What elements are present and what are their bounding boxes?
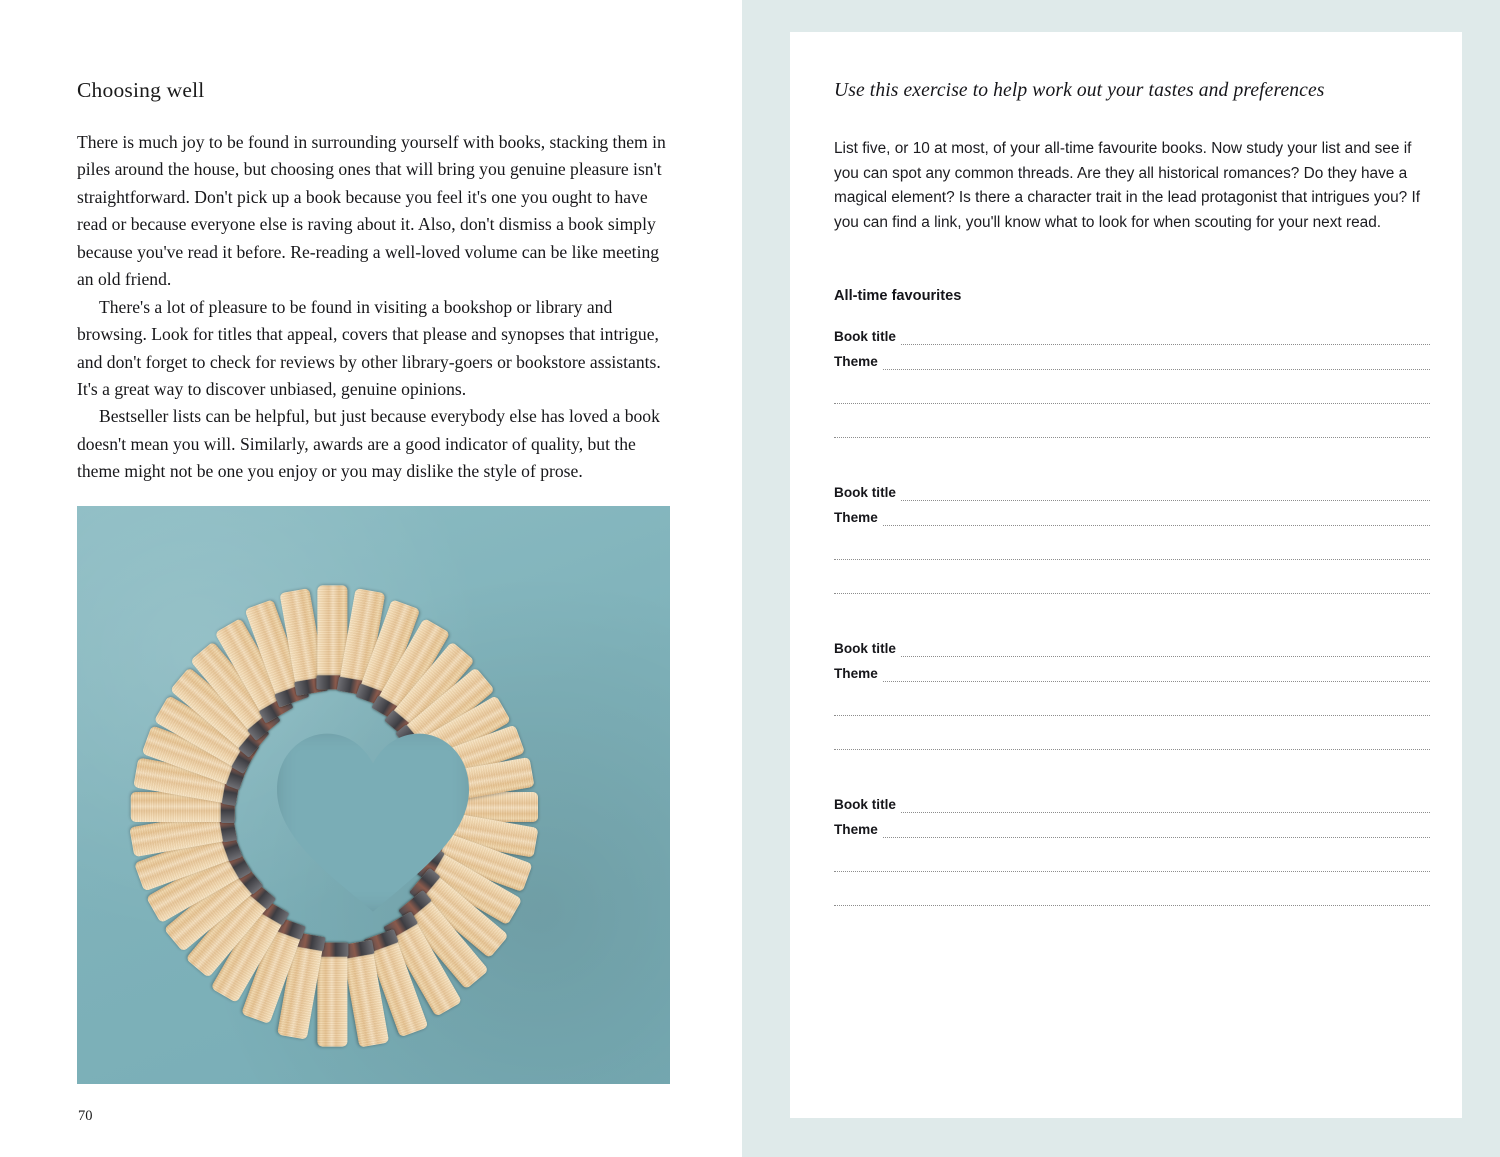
favourite-entry xyxy=(834,632,1430,750)
favourite-entry xyxy=(834,476,1430,594)
left-page xyxy=(0,0,742,1157)
blank-line-row[interactable] xyxy=(834,716,1430,750)
blank-line-row[interactable] xyxy=(834,370,1430,404)
book-title-row[interactable] xyxy=(834,476,1430,501)
book-title-row[interactable] xyxy=(834,320,1430,345)
book-title-label: Book title xyxy=(834,484,896,500)
exercise-title: Use this exercise to help work out your tastes and preferences xyxy=(834,80,1325,101)
blank-line-input[interactable] xyxy=(834,547,1430,560)
blank-line-input[interactable] xyxy=(834,859,1430,872)
section-heading: All-time favourites xyxy=(834,287,962,304)
heart-books-photo xyxy=(77,506,670,1084)
blank-line-input[interactable] xyxy=(834,391,1430,404)
right-page xyxy=(742,0,1500,1157)
page-number: 70 xyxy=(78,1108,93,1124)
paragraph-2: There's a lot of pleasure to be found in visiting a bookshop or library and browsing. Look for titles that appeal, covers that please and synopses that intrigue, and don't forget to check for reviews by other library-goers or bookstore assistants. It's a great way to discover unbiased, genuine opinions. xyxy=(77,296,661,399)
theme-label: Theme xyxy=(834,821,878,837)
book-title-input[interactable] xyxy=(901,644,1430,657)
blank-line-input[interactable] xyxy=(834,703,1430,716)
exercise-instructions: List five, or 10 at most, of your all-time favourite books. Now study your list and see if you can spot any common threads. Are they all historical romances? Do they have a magical element? Is there a character trait in the lead protagonist that intrigues you? If you can find a link, you'll know what to look for when scouting for your next read. xyxy=(834,140,1421,231)
theme-input[interactable] xyxy=(883,825,1430,838)
blank-line-input[interactable] xyxy=(834,581,1430,594)
theme-label: Theme xyxy=(834,509,878,525)
theme-row[interactable] xyxy=(834,501,1430,526)
body-copy xyxy=(77,129,669,486)
book-title-label: Book title xyxy=(834,328,896,344)
blank-line-row[interactable] xyxy=(834,872,1430,906)
theme-row[interactable] xyxy=(834,657,1430,682)
left-page-text-block xyxy=(77,78,669,486)
theme-row[interactable] xyxy=(834,813,1430,838)
theme-row[interactable] xyxy=(834,345,1430,370)
theme-input[interactable] xyxy=(883,513,1430,526)
exercise-card xyxy=(790,32,1462,1118)
heart-arrangement xyxy=(139,572,609,1042)
page-title: Choosing well xyxy=(77,78,205,102)
blank-line-row[interactable] xyxy=(834,682,1430,716)
book-title-row[interactable] xyxy=(834,632,1430,657)
book-title-row[interactable] xyxy=(834,788,1430,813)
exercise-content xyxy=(834,80,1430,944)
theme-input[interactable] xyxy=(883,669,1430,682)
book-title-input[interactable] xyxy=(901,488,1430,501)
blank-line-input[interactable] xyxy=(834,893,1430,906)
blank-line-input[interactable] xyxy=(834,737,1430,750)
paragraph-3: Bestseller lists can be helpful, but just because everybody else has loved a book doesn't mean you will. Similarly, awards are a good indicator of quality, but the theme might not be one you enjoy or you may dislike the style of prose. xyxy=(77,406,660,482)
blank-line-row[interactable] xyxy=(834,838,1430,872)
theme-label: Theme xyxy=(834,665,878,681)
favourite-entry xyxy=(834,320,1430,438)
theme-label: Theme xyxy=(834,353,878,369)
blank-line-row[interactable] xyxy=(834,404,1430,438)
favourite-entry xyxy=(834,788,1430,906)
book-title-label: Book title xyxy=(834,640,896,656)
theme-input[interactable] xyxy=(883,357,1430,370)
blank-line-row[interactable] xyxy=(834,526,1430,560)
blank-line-input[interactable] xyxy=(834,425,1430,438)
book-title-input[interactable] xyxy=(901,332,1430,345)
paragraph-1: There is much joy to be found in surrounding yourself with books, stacking them in piles around the house, but choosing ones that will bring you genuine pleasure isn't straightforward. Don't pick up a book because you feel it's one you ought to have read or because everyone else is raving about it. Also, don't dismiss a book simply because you've read it before. Re-reading a well-loved volume can be like meeting an old friend. xyxy=(77,132,666,290)
book-title-input[interactable] xyxy=(901,800,1430,813)
blank-line-row[interactable] xyxy=(834,560,1430,594)
book-title-label: Book title xyxy=(834,796,896,812)
